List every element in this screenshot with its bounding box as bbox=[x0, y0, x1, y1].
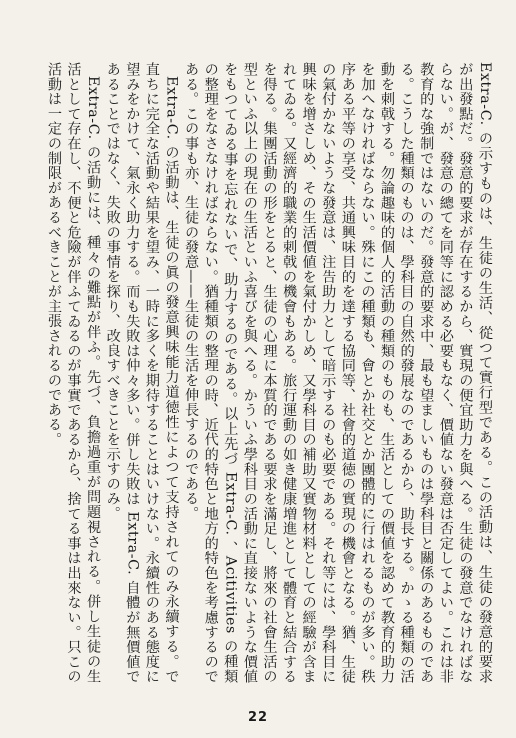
page-number: 22 bbox=[247, 710, 269, 725]
paragraph: Extra-C. の示すものは、生徒の生活、從つて實行型である。この活動は、生徒の發意的要求が出發點だ。發意的要求が存在するから、實現の便宜助力を與へる。生徒の發意でなければならない。が、發意の總てを同等に認める必要もなく、價値ない發意は否定してよい。これは非教育的な強制ではないのだ。發意的要求中、最も望ましいものは學科目と關係のあるものである。こうした種類のものは、學科目の自然的發展なのであるから、助長する。かゝる種類の活動を刺戟する。勿論趣味的個人的活動の種類のものも、生活としての價値を認めて教育的助力を加へなければならない。殊にこの種類も、會とか社交とか團體的に行はれるものが多い。秩序ある平等の享受、共通興味目的を達する協同等、社會的道徳の實現の機會となる。猶、生徒の氣付かないような發意は、注告助力として暗示するのも必要である。それ等には、學科目に興味を增さしめ、その生活價値を氣付かしめ、又學科目の補助又實物材料としての經驗が含まれてゐる。又經濟的職業的刺戟の機會もある。旅行運動の如き健康増進として體育と結合するを得る。集團活動の形をとると、生徒の心理に本質的である要求を滿足し、將來の社會生活の型といふ以上の現在の生活といふ喜びを與へる。かういふ學科目の活動に直接ないような價値をもつてゐる事を忘れないで、助力するのである。以上先づ Extra-C. 、Acitivities の種類の整理をなさなければならない。猶種類の整理の時、近代的特色と地方的特色を考慮するのである。この事も亦、生徒の發意——生徒の生活を伸長するのである。 bbox=[183, 62, 493, 684]
paragraph: Extra-C. の活動には、種々の難點が伴ふ。先づ、負擔過重が問題視される。併し生徒の生活として存在し、不便と危險が伴ふてゐるのが事實であるから、捨てる事は出來ない。只この活動は一定の制限があるべきことが主張されるのである。 bbox=[45, 62, 102, 684]
paragraph: Extra-C. の活動は、生徒の眞の發意興味能力道徳性によつて支持されてのみ永續する。で直ちに完全な活動や結果を望み、一時に多くを期待することはいけない。永續性のある態度に望みをかけて、氣永く助力する。而も失敗は仲々多い。併し失敗は Extra-C. 自體が無價値であることではなく、失敗の事情を探り、改良すべきことを示すのみ。 bbox=[104, 62, 180, 684]
vertical-text-body bbox=[22, 62, 494, 684]
